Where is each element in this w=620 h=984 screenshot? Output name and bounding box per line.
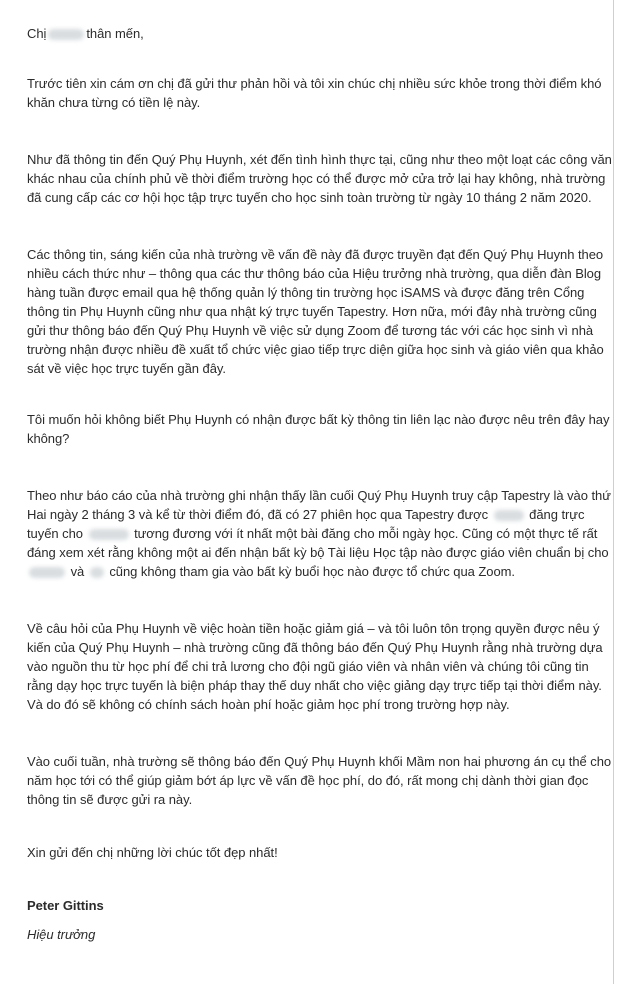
paragraph-2: Như đã thông tin đến Quý Phụ Huynh, xét đến tình hình thực tại, cũng như theo một loạt các công văn khác nhau của chính phủ về thời điểm trường học có thể được mở cửa trở lại hay không, nhà trường đã cung cấp các cơ hội học tập trực tuyến cho học sinh toàn trường từ ngày 10 tháng 2 năm 2020. (27, 152, 612, 205)
paragraph-1: Trước tiên xin cám ơn chị đã gửi thư phản hồi và tôi xin chúc chị nhiều sức khỏe trong thời điểm khó khăn chưa từng có tiền lệ này. (27, 76, 602, 110)
signature-name: Peter Gittins (27, 898, 104, 913)
paragraph-8: Xin gửi đến chị những lời chúc tốt đẹp nhất! (27, 845, 278, 860)
paragraph-6: Về câu hỏi của Phụ Huynh về việc hoàn tiền hoặc giảm giá – và tôi luôn tôn trọng quyền được nêu ý kiến của Quý Phụ Huynh – nhà trường cũng đã thông báo đến Quý Phụ Huynh rằng nhà trường dựa vào nguồn thu từ học phí để chi trả lương cho đội ngũ giáo viên và nhân viên và chúng tôi cũng tin rằng dạy học trực tuyến là biện pháp thay thế duy nhất cho việc giảng dạy trực tiếp tại thời điểm này. Và do đó sẽ không có chính sách hoàn phí hoặc giảm học phí trong trường hợp này. (27, 621, 603, 712)
redacted-text (494, 510, 524, 521)
p5-part-d: và (70, 564, 85, 579)
redacted-text (29, 567, 65, 578)
letter-body (27, 24, 612, 944)
paragraph-7: Vào cuối tuần, nhà trường sẽ thông báo đến Quý Phụ Huynh khối Mầm non hai phương án cụ thể cho năm học tới có thể giúp giảm bớt áp lực về vấn đề học phí, do đó, rất mong chị dành thời gian đọc thông tin sẽ được gửi ra này. (27, 754, 612, 807)
p5-part-a: Theo như báo cáo của nhà trường ghi nhận thấy lần cuối Quý Phụ Huynh truy cập Tapestry là vào thứ Hai ngày 2 tháng 3 và kể từ thời điểm đó, đã có 27 phiên học qua Tapestry được (27, 488, 611, 522)
greeting-prefix: Chị (27, 26, 47, 41)
paragraph-5 (27, 486, 612, 581)
paragraph-4: Tôi muốn hỏi không biết Phụ Huynh có nhận được bất kỳ thông tin liên lạc nào được nêu trên đây hay không? (27, 412, 610, 446)
signature-title: Hiệu trưởng (27, 927, 96, 942)
redacted-name (48, 29, 84, 40)
paragraph-3: Các thông tin, sáng kiến của nhà trường về vấn đề này đã được truyền đạt đến Quý Phụ Huynh theo nhiều cách thức như – thông qua các thư thông báo của Hiệu trưởng nhà trường, qua diễn đàn Blog hàng tuần được email qua hệ thống quản lý thông tin trường học iSAMS và được đăng trên Cổng thông tin Phụ Huynh cũng như qua nhật ký trực tuyến Tapestry. Hơn nữa, mới đây nhà trường cũng gửi thư thông báo đến Quý Phụ Huynh về việc sử dụng Zoom để tương tác với các học sinh vì nhà trường nhận được nhiều đề xuất tổ chức việc giao tiếp trực diện giữa học sinh và giáo viên qua khảo sát về việc học trực tuyến gần đây. (27, 247, 604, 376)
redacted-text (90, 567, 104, 578)
redacted-text (89, 529, 129, 540)
greeting-suffix: thân mến, (86, 26, 144, 41)
p5-part-c: tương đương với ít nhất một bài đăng cho mỗi ngày học. Cũng có một thực tế rất đáng xem xét rằng không một ai đến nhận bất kỳ bộ Tài liệu Học tập nào được giáo viên chuẩn bị cho (27, 526, 609, 560)
p5-part-e: cũng không tham gia vào bất kỳ buổi học nào được tổ chức qua Zoom. (109, 564, 515, 579)
p5-part-b: đăng trực tuyến cho (27, 507, 585, 541)
greeting (27, 24, 612, 43)
